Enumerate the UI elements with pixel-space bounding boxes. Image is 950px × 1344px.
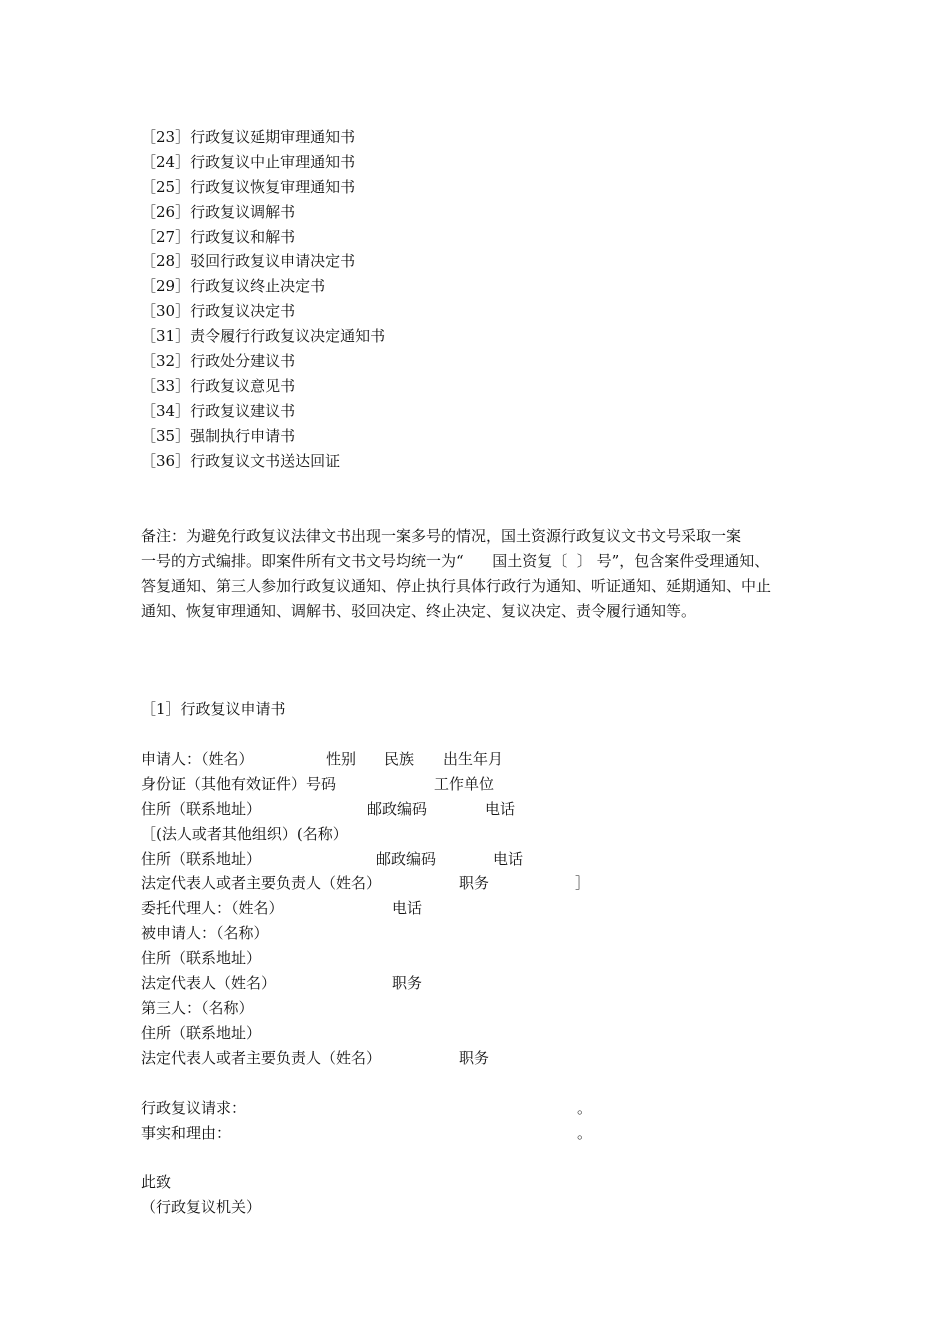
list-item: ［34］行政复议建议书 bbox=[141, 401, 296, 420]
period-mark: 。 bbox=[577, 1124, 593, 1142]
list-item: ［36］行政复议文书送达回证 bbox=[141, 451, 341, 470]
work-unit-label: 工作单位 bbox=[434, 774, 495, 793]
request-row bbox=[141, 1098, 246, 1118]
position-label: 职务 bbox=[459, 1048, 490, 1067]
list-item: ［23］行政复议延期审理通知书 bbox=[141, 128, 356, 146]
id-card-label: 身份证（其他有效证件）号码 bbox=[141, 774, 337, 793]
address-label: 住所（联系地址） bbox=[141, 849, 262, 868]
remark-line: 答复通知、第三人参加行政复议通知、停止执行具体行政行为通知、听证通知、延期通知、中止 bbox=[141, 577, 772, 595]
list-item: ［32］行政处分建议书 bbox=[141, 352, 296, 371]
ethnicity-label: 民族 bbox=[384, 750, 415, 768]
list-item: ［24］行政复议中止审理通知书 bbox=[141, 152, 356, 171]
position-label: 职务 bbox=[459, 874, 490, 893]
phone-label: 电话 bbox=[392, 899, 423, 918]
list-item: ［28］驳回行政复议申请决定书 bbox=[141, 252, 356, 271]
remark-line: 通知、恢复审理通知、调解书、驳回决定、终止决定、复议决定、责令履行通知等。 bbox=[141, 602, 697, 620]
list-item: ［27］行政复议和解书 bbox=[141, 227, 296, 246]
postcode-label: 邮政编码 bbox=[367, 799, 428, 818]
list-item: ［31］责令履行行政复议决定通知书 bbox=[141, 327, 386, 346]
list-item: ［35］强制执行申请书 bbox=[141, 426, 296, 445]
agent-label: 委托代理人：（姓名） bbox=[141, 899, 284, 918]
request-label: 行政复议请求： bbox=[141, 1099, 247, 1117]
remark-line: 备注：为避免行政复议法律文书出现一案多号的情况，国土资源行政复议文书文号采取一案 bbox=[141, 527, 742, 545]
list-item: ［33］行政复议意见书 bbox=[141, 376, 296, 395]
postcode-label: 邮政编码 bbox=[376, 849, 437, 868]
organization-label: ［(法人或者其他组织）(名称） bbox=[141, 824, 348, 843]
legal-representative-label: 法定代表人或者主要负责人（姓名） bbox=[141, 1048, 382, 1067]
address-label: 住所（联系地址） bbox=[141, 1023, 262, 1042]
birth-label: 出生年月 bbox=[443, 750, 504, 768]
section-title: ［1］行政复议申请书 bbox=[141, 700, 286, 718]
third-party-label: 第三人：（名称） bbox=[141, 998, 254, 1017]
legal-representative-label: 法定代表人或者主要负责人（姓名） bbox=[141, 874, 382, 893]
bracket-close: ］ bbox=[575, 874, 591, 893]
list-item: ［29］行政复议终止决定书 bbox=[141, 277, 326, 296]
list-item: ［25］行政复议恢复审理通知书 bbox=[141, 177, 356, 196]
list-item: ［26］行政复议调解书 bbox=[141, 202, 296, 221]
remark-paragraph bbox=[141, 524, 813, 624]
phone-label: 电话 bbox=[485, 799, 516, 818]
position-label: 职务 bbox=[392, 974, 423, 993]
address-label: 住所（联系地址） bbox=[141, 949, 262, 968]
list-item: ［30］行政复议决定书 bbox=[141, 302, 296, 321]
document-list bbox=[141, 125, 385, 473]
salutation: 此致 bbox=[141, 1173, 172, 1191]
facts-label: 事实和理由： bbox=[141, 1124, 232, 1142]
respondent-label: 被申请人：（名称） bbox=[141, 924, 269, 943]
address-label: 住所（联系地址） bbox=[141, 799, 262, 818]
gender-label: 性别 bbox=[326, 750, 357, 768]
remark-line: 一号的方式编排。即案件所有文书文号均统一为“ 国土资复〔 〕 号”，包含案件受理通知、 bbox=[141, 552, 770, 570]
authority-label: （行政复议机关） bbox=[141, 1198, 262, 1216]
applicant-label: 申请人：（姓名） bbox=[141, 750, 254, 768]
period-mark: 。 bbox=[577, 1099, 593, 1117]
facts-row bbox=[141, 1123, 231, 1143]
phone-label: 电话 bbox=[493, 849, 524, 868]
legal-representative-label: 法定代表人（姓名） bbox=[141, 974, 277, 993]
